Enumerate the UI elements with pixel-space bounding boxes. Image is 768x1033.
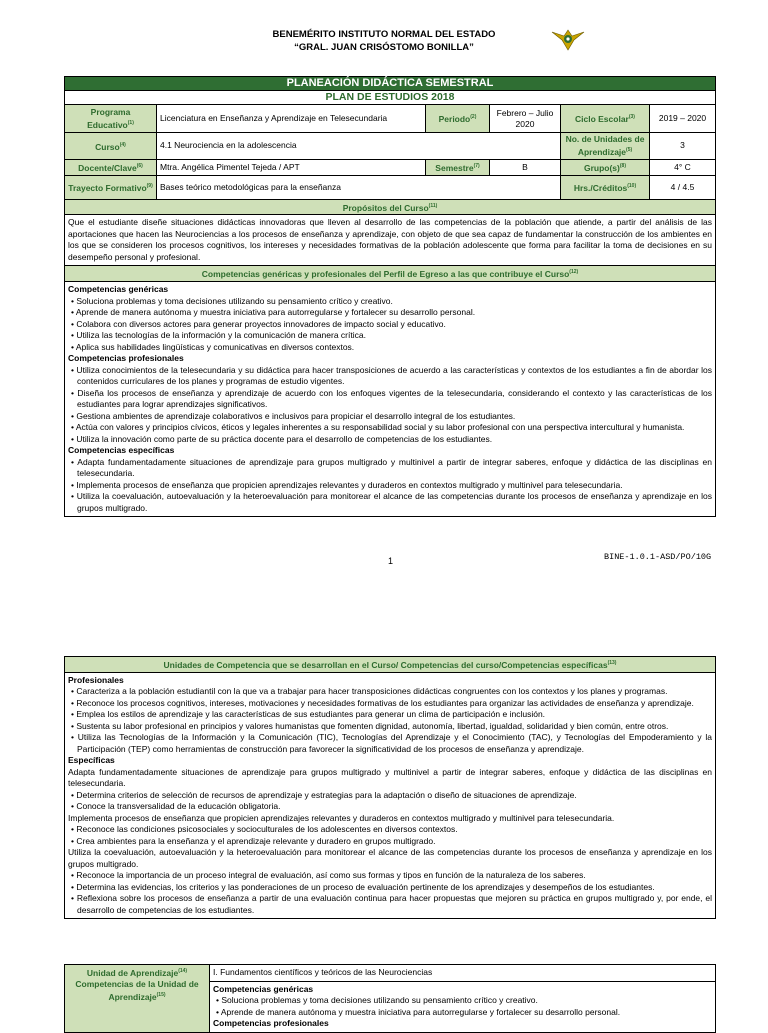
unidades-title: Unidades de Competencia que se desarrollan en el Curso/ Competencias del curso/Competencias específicas$^{(13)}$ bbox=[65, 657, 716, 673]
list-item: • Reconoce las condiciones psicosociales y socioculturales de los adolescentes en diversos contextos. bbox=[71, 824, 458, 835]
list-item: • Utiliza las tecnologías de la información y la comunicación de manera crítica. bbox=[71, 330, 366, 341]
docente-label: Docente/Clave$^{(6)}$ bbox=[65, 159, 157, 175]
unidad-label: Unidad de Aprendizaje$^{(14)}$ bbox=[86, 967, 188, 978]
unidades-profesionales-heading: Profesionales bbox=[68, 674, 124, 685]
list-item: • Sustenta su labor profesional en principios y valores humanistas que fomenten dignidad, autonomía, libertad, igualdad, solidaridad y bien común, entre otros. bbox=[71, 720, 669, 731]
unidad-table bbox=[64, 964, 716, 1033]
list-item: • Crea ambientes para la enseñanza y el aprendizaje relevante y duradero en grupos multigrado. bbox=[71, 835, 436, 846]
ciclo-value: 2019 – 2020 bbox=[650, 105, 716, 133]
institution-logo bbox=[550, 26, 586, 52]
competencias-title: Competencias genéricas y profesionales del Perfil de Egreso a las que contribuye el Curso$^{(12)}$ bbox=[65, 266, 716, 282]
programa-value: Licenciatura en Enseñanza y Aprendizaje en Telesecundaria bbox=[157, 105, 426, 133]
unidad-body bbox=[210, 981, 716, 1032]
especifica-intro: Implementa procesos de enseñanza que propicien aprendizajes relevantes y duraderos en contextos multigrado y multinivel para telesecundaria. bbox=[68, 812, 615, 823]
unidades-table bbox=[64, 656, 716, 919]
periodo-value: Febrero – Julio 2020 bbox=[490, 105, 561, 133]
list-item: • Diseña los procesos de enseñanza y aprendizaje de acuerdo con los enfoques vigentes de la telesecundaria, considerando el contexto y las características de los estudiantes para lograr aprendizajes significativos. bbox=[71, 387, 712, 410]
curso-label: Curso$^{(4)}$ bbox=[65, 133, 157, 160]
institution-header bbox=[0, 28, 768, 54]
list-item: • Aplica sus habilidades lingüísticas y comunicativas en diversos contextos. bbox=[71, 341, 355, 352]
especifica-intro: Adapta fundamentadamente situaciones de aprendizaje para grupos multigrado y multinivel a partir de integrar saberes, enfoque y didáctica de las disciplinas en telesecundaria. bbox=[68, 766, 712, 789]
plan-subtitle: PLAN DE ESTUDIOS 2018 bbox=[65, 91, 716, 105]
unidades-body bbox=[65, 672, 716, 919]
list-item: • Emplea los estilos de aprendizaje y las características de sus estudiantes para generar un clima de participación e inclusión. bbox=[71, 709, 546, 720]
periodo-label: Periodo$^{(2)}$ bbox=[426, 105, 490, 133]
especifica-intro: Utiliza la coevaluación, autoevaluación y la heteroevaluación para monitorear el alcance de las competencias durante los procesos de enseñanza y aprendizaje en los grupos multigrado. bbox=[68, 847, 712, 869]
unidades-label: No. de Unidades de Aprendizaje$^{(5)}$ bbox=[561, 133, 650, 160]
list-item: • Determina criterios de selección de recursos de aprendizaje y estrategias para la adaptación o diseño de situaciones de aprendizaje. bbox=[71, 789, 577, 800]
plan-title: PLANEACIÓN DIDÁCTICA SEMESTRAL bbox=[65, 77, 716, 91]
hrs-value: 4 / 4.5 bbox=[650, 175, 716, 199]
unidad-labels bbox=[65, 965, 210, 1033]
list-item: • Colabora con diversos actores para generar proyectos innovadores de impacto social y educativo. bbox=[71, 318, 446, 329]
list-item: • Aprende de manera autónoma y muestra iniciativa para autorregularse y fortalecer su desarrollo personal. bbox=[216, 1006, 621, 1017]
competencias-body bbox=[65, 282, 716, 517]
list-item: • Utiliza las Tecnologías de la Información y la Comunicación (TIC), Tecnologías del Aprendizaje y el Conocimiento (TAC), y Tecnologías del Empoderamiento y la Participación (TEP) como herramientas de construcción para favorecer la significatividad de los procesos de enseñanza y aprendizaje. bbox=[71, 732, 712, 754]
page-number: 1 bbox=[388, 556, 394, 566]
list-item: • Caracteriza a la población estudiantil con la que va a trabajar para hacer transposiciones didácticas congruentes con los contextos y los planes y programas. bbox=[71, 686, 668, 697]
ciclo-label: Ciclo Escolar$^{(3)}$ bbox=[561, 105, 650, 133]
list-item: • Gestiona ambientes de aprendizaje colaborativos e inclusivos para propiciar el desarrollo integral de los estudiantes. bbox=[71, 410, 516, 421]
semestre-value: B bbox=[490, 159, 561, 175]
institution-subname: “GRAL. JUAN CRISÓSTOMO BONILLA” bbox=[294, 42, 474, 53]
unidad-profesionales-heading: Competencias profesionales bbox=[213, 1018, 329, 1028]
trayecto-value: Bases teórico metodológicas para la enseñanza bbox=[157, 175, 561, 199]
list-item: • Reconoce la importancia de un proceso integral de evaluación, así como sus formas y tipos en función de la naturaleza de los saberes. bbox=[71, 870, 586, 881]
hrs-label: Hrs./Créditos$^{(10)}$ bbox=[561, 175, 650, 199]
list-item: • Soluciona problemas y toma decisiones utilizando su pensamiento crítico y creativo. bbox=[216, 995, 538, 1005]
especificas-heading: Competencias específicas bbox=[68, 445, 175, 456]
list-item: • Aprende de manera autónoma y muestra iniciativa para autorregularse y fortalecer su desarrollo personal. bbox=[71, 307, 476, 318]
eagle-logo-icon bbox=[550, 26, 586, 52]
list-item: • Adapta fundamentadamente situaciones de aprendizaje para grupos multigrado y multinivel a partir de integrar saberes, enfoque y didáctica de las disciplinas en telesecundaria. bbox=[71, 456, 713, 479]
list-item: • Soluciona problemas y toma decisiones utilizando su pensamiento crítico y creativo. bbox=[71, 295, 393, 306]
semestre-label: Semestre$^{(7)}$ bbox=[426, 159, 490, 175]
unidades-especificas-heading: Específicas bbox=[68, 755, 115, 766]
genericas-heading: Competencias genéricas bbox=[68, 284, 169, 295]
docente-value: Mtra. Angélica Pimentel Tejeda / APT bbox=[157, 159, 426, 175]
list-item: • Conoce la transversalidad de la educación obligatoria. bbox=[71, 801, 281, 812]
document-code: BINE-1.0.1-ASD/PO/10G bbox=[604, 552, 712, 562]
unidad-genericas-heading: Competencias genéricas bbox=[213, 983, 314, 994]
trayecto-label: Trayecto Formativo$^{(9)}$ bbox=[65, 175, 157, 199]
programa-label: Programa Educativo$^{(1)}$ bbox=[65, 105, 157, 133]
grupo-label: $Grupo(s)^{(8)}$ bbox=[561, 159, 650, 175]
curso-value: 4.1 Neurociencia en la adolescencia bbox=[157, 133, 561, 160]
plan-table bbox=[64, 76, 716, 517]
list-item: • Utiliza la coevaluación, autoevaluación y la heteroevaluación para monitorear el alcance de las competencias durante los procesos de enseñanza y aprendizaje en los grupos multigrado. bbox=[71, 491, 712, 513]
list-item: • Utiliza conocimientos de la telesecundaria y su didáctica para hacer transposiciones de acuerdo a las características y contextos de los estudiantes a fin de abordar los contenidos curriculares de los planes y programas de estudio vigentes. bbox=[71, 364, 712, 387]
list-item: • Reconoce los procesos cognitivos, intereses, motivaciones y necesidades formativas de los estudiantes para organizar las actividades de enseñanza y aprendizaje. bbox=[71, 697, 694, 708]
profesionales-heading: Competencias profesionales bbox=[68, 353, 184, 364]
list-item: • Actúa con valores y principios cívicos, éticos y legales inherentes a su responsabilidad social y su labor profesional con una perspectiva intercultural y humanista. bbox=[71, 422, 685, 433]
unidad-competencias-label: Competencias de la Unidad de Aprendizaje$^{(15)}$ bbox=[75, 978, 199, 1002]
list-item: • Reflexiona sobre los procesos de enseñanza a partir de una evaluación continua para hacer propuestas que mejoren su práctica en grupos multigrado y, por ende, el desarrollo de competencias de los estudiantes. bbox=[71, 893, 712, 915]
list-item: • Determina las evidencias, los criterios y las ponderaciones de un proceso de evaluación pertinente de los aprendizajes y desempeños de los estudiantes. bbox=[71, 881, 655, 892]
unidad-title: I. Fundamentos científicos y teóricos de las Neurociencias bbox=[210, 965, 716, 982]
list-item: • Implementa procesos de enseñanza que propicien aprendizajes relevantes y duraderos en contextos multigrado y multinivel para telesecundaria. bbox=[71, 479, 623, 490]
list-item: • Utiliza la innovación como parte de su práctica docente para el desarrollo de competencias de los estudiantes. bbox=[71, 433, 493, 444]
grupo-value: 4° C bbox=[650, 159, 716, 175]
propositos-text: Que el estudiante diseñe situaciones didácticas innovadoras que lleven al desarrollo de las competencias de la población que atiende, a partir del análisis de las aportaciones que hacen las Neurociencias a los procesos de enseñanza y aprendizaje, con objeto de que sea capaz de fundamentar la construcción de los ambientes en los que se consideren los procesos cognitivos, los intereses y necesidades formativas de la población adolescente que forma para facilitar la toma de decisiones en su desempeño personal y profesional. bbox=[65, 215, 716, 266]
unidades-value: 3 bbox=[650, 133, 716, 160]
propositos-title: Propósitos del Curso$^{(11)}$ bbox=[65, 199, 716, 215]
institution-name: BENEMÉRITO INSTITUTO NORMAL DEL ESTADO bbox=[272, 29, 496, 40]
